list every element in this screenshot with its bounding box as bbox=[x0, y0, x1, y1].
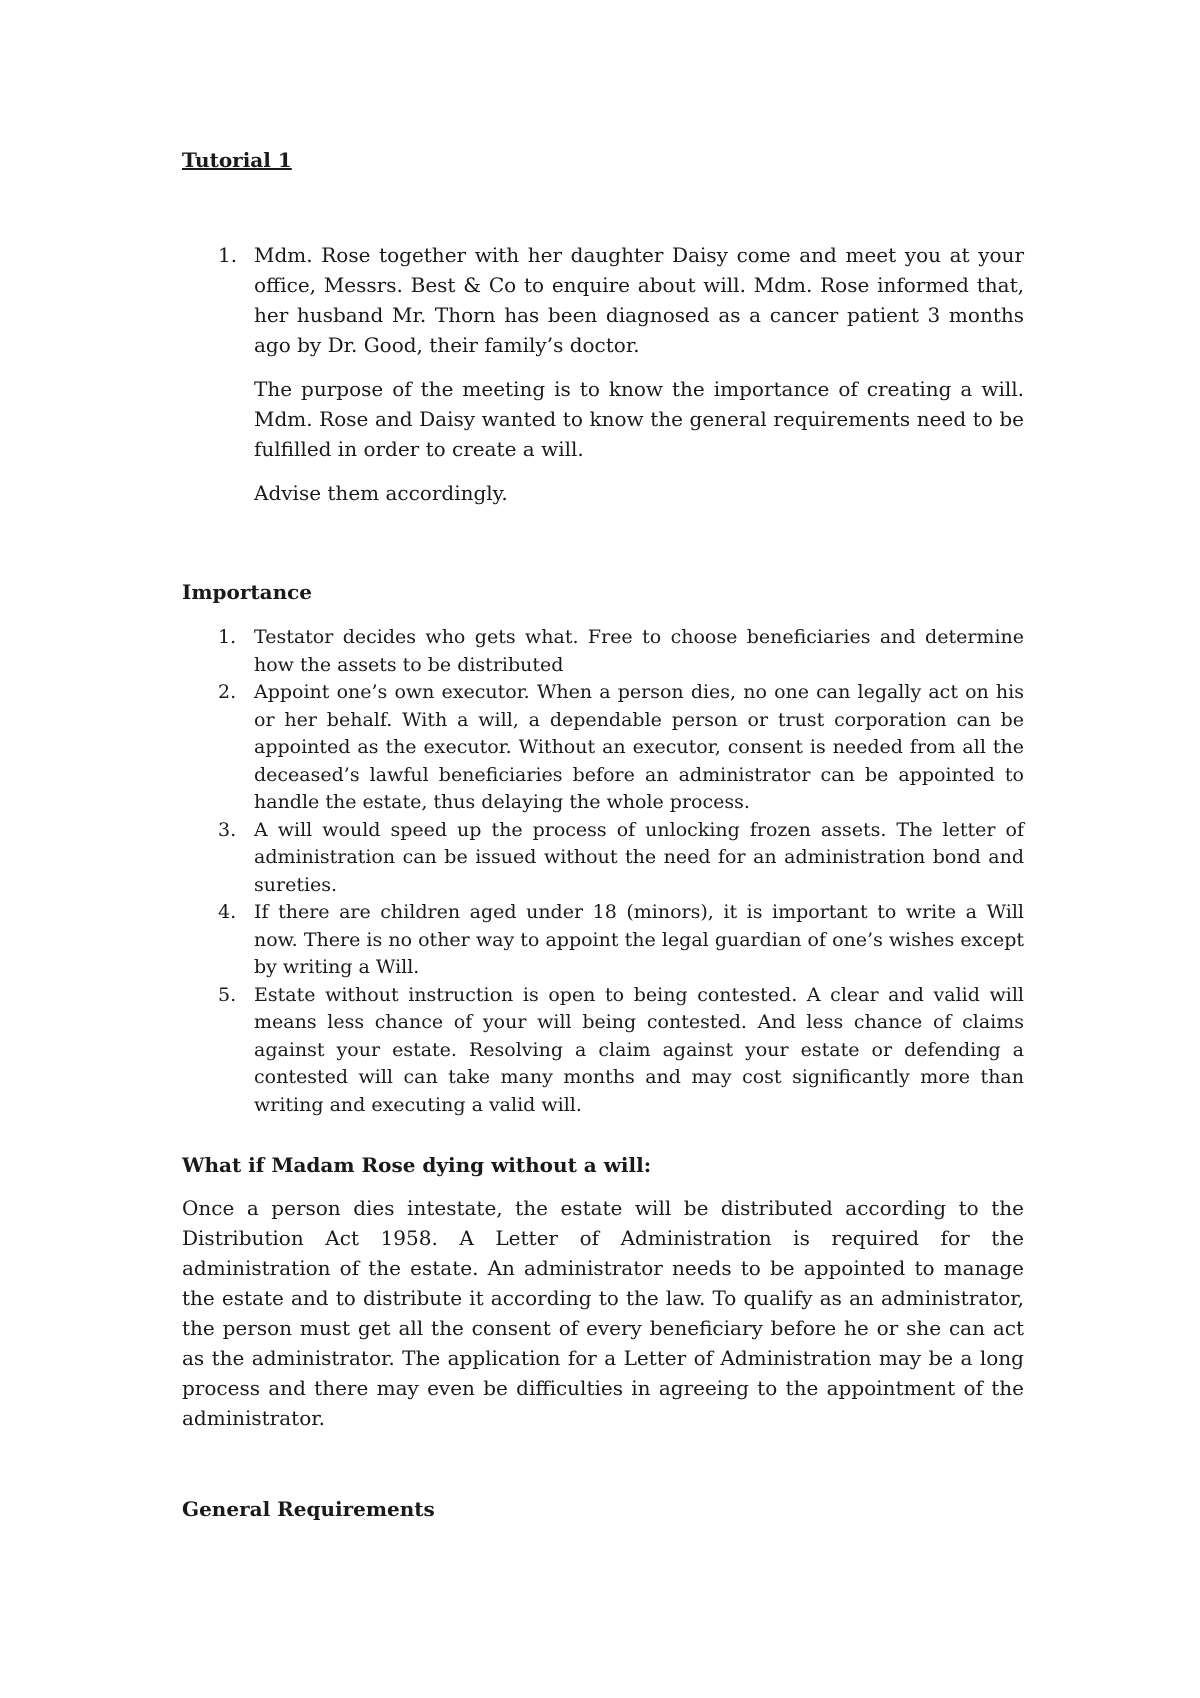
intestate-heading: What if Madam Rose dying without a will: bbox=[182, 1153, 652, 1177]
importance-item bbox=[182, 624, 1024, 679]
question-list bbox=[182, 240, 1024, 508]
list-number: 2. bbox=[218, 681, 237, 703]
question-paragraph: Mdm. Rose together with her daughter Daisy come and meet you at your office, Messrs. Best & Co to enquire about will. Mdm. Rose informed that, her husband Mr. Thorn has been diagnosed as a cancer patient 3 months ago by Dr. Good, their family’s doctor. bbox=[254, 243, 1024, 357]
list-number: 1. bbox=[218, 626, 237, 648]
importance-item bbox=[182, 817, 1024, 900]
importance-list bbox=[182, 624, 1024, 1119]
question-paragraph: The purpose of the meeting is to know the importance of creating a will. Mdm. Rose and Daisy wanted to know the general requirements need to be fulfilled in order to create a will. bbox=[254, 377, 1024, 461]
question-item bbox=[182, 240, 1024, 508]
list-text: Estate without instruction is open to being contested. A clear and valid will means less chance of your will being contested. And less chance of claims against your estate. Resolving a claim against your estate or defending a contested will can take many months and may cost significantly more than writing and executing a valid will. bbox=[254, 983, 1024, 1116]
list-text: If there are children aged under 18 (minors), it is important to write a Will now. There is no other way to appoint the legal guardian of one’s wishes except by writing a Will. bbox=[254, 901, 1024, 978]
importance-heading: Importance bbox=[182, 580, 313, 604]
page-title: Tutorial 1 bbox=[182, 148, 292, 172]
list-text: Testator decides who gets what. Free to choose beneficiaries and determine how the assets to be distributed bbox=[254, 626, 1024, 676]
general-requirements-heading: General Requirements bbox=[182, 1497, 435, 1521]
question-number: 1. bbox=[218, 243, 238, 267]
intestate-paragraph: Once a person dies intestate, the estate will be distributed according to the Distribution Act 1958. A Letter of Administration is required for the administration of the estate. An administrator needs to be appointed to manage the estate and to distribute it according to the law. To qualify as an administrator, the person must get all the consent of every beneficiary before he or she can act as the administrator. The application for a Letter of Administration may be a long process and there may even be difficulties in agreeing to the appointment of the administrator. bbox=[182, 1196, 1024, 1430]
document-content bbox=[182, 146, 1024, 1541]
importance-item bbox=[182, 679, 1024, 817]
list-number: 4. bbox=[218, 901, 237, 923]
list-number: 5. bbox=[218, 983, 237, 1006]
list-text: A will would speed up the process of unlocking frozen assets. The letter of administration can be issued without the need for an administration bond and sureties. bbox=[254, 818, 1024, 896]
question-paragraph: Advise them accordingly. bbox=[254, 481, 508, 505]
list-text: Appoint one’s own executor. When a person dies, no one can legally act on his or her behalf. With a will, a dependable person or trust corporation can be appointed as the executor. Without an executor, consent is needed from all the deceased’s lawful beneficiaries before an administrator can be appointed to handle the estate, thus delaying the whole process. bbox=[254, 681, 1024, 813]
list-number: 3. bbox=[218, 818, 237, 841]
importance-item bbox=[182, 982, 1024, 1120]
importance-item bbox=[182, 899, 1024, 982]
